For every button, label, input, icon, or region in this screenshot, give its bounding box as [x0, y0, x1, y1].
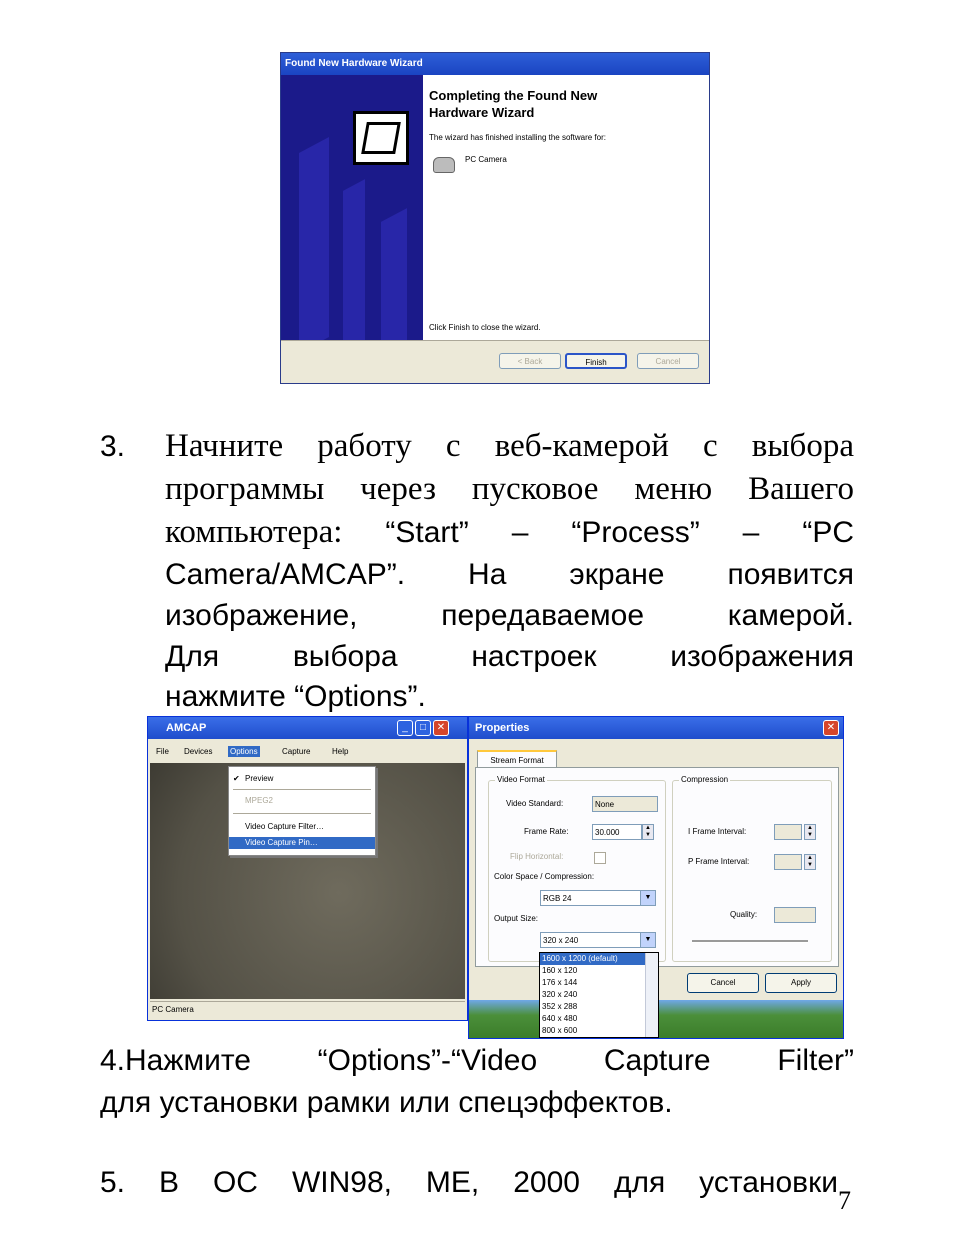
wizard-title-bar: Found New Hardware Wizard	[281, 53, 709, 75]
step-4-line-2: для установки рамки или спецэффектов.	[100, 1086, 673, 1119]
chevron-down-icon: ▼	[640, 933, 655, 947]
properties-title-bar: Properties	[469, 717, 843, 739]
video-format-label: Video Format	[497, 775, 545, 784]
step-3-line-2: программы через пусковое меню Вашего	[165, 471, 854, 507]
color-space-label: Color Space / Compression:	[494, 872, 595, 881]
options-menu	[228, 766, 376, 856]
flip-horizontal-label: Flip Horizontal:	[510, 852, 564, 861]
frame-rate-label: Frame Rate:	[524, 827, 569, 836]
size-option[interactable]: 352 x 288	[542, 1002, 578, 1011]
device-name: PC Camera	[465, 155, 507, 164]
step-3-line-5: изображение, передаваемое камерой.	[165, 599, 854, 632]
quality-field[interactable]	[774, 907, 816, 923]
size-option[interactable]: 160 x 120	[542, 966, 578, 975]
cancel-button[interactable]: Cancel	[687, 973, 759, 993]
wizard-subtitle: The wizard has finished installing the software for:	[429, 133, 606, 142]
step-3-line-1: Начните работу с веб-камерой с выбора	[165, 428, 854, 464]
apply-button[interactable]: Apply	[765, 973, 837, 993]
back-button[interactable]: < Back	[499, 353, 561, 369]
step-4-line-1: 4.Нажмите “Options”-“Video Capture Filter”	[100, 1044, 854, 1077]
close-icon[interactable]: ✕	[823, 720, 839, 736]
flip-horizontal-checkbox[interactable]	[594, 852, 606, 864]
menu-options[interactable]: Options	[230, 747, 258, 756]
i-frame-spinner[interactable]: ▲ ▼	[804, 824, 816, 840]
step-5-line-1: 5. В ОС WIN98, ME, 2000 для установки	[100, 1166, 838, 1199]
menu-item-video-capture-filter[interactable]: Video Capture Filter…	[245, 822, 324, 831]
video-standard-field[interactable]: None	[592, 796, 658, 812]
p-frame-interval-field[interactable]	[774, 854, 802, 870]
size-option[interactable]: 1600 x 1200 (default)	[540, 953, 658, 965]
output-size-dropdown-list[interactable]	[539, 952, 659, 1038]
finish-button[interactable]: Finish	[565, 353, 627, 369]
output-size-label: Output Size:	[494, 914, 539, 923]
color-space-select[interactable]: RGB 24 ▼	[540, 890, 656, 906]
amcap-title-bar: AMCAP	[148, 717, 467, 739]
menu-item-preview[interactable]: ✔ Preview	[233, 774, 274, 783]
compression-group	[672, 775, 832, 962]
step-3-line-7: нажмите “Options”.	[165, 680, 426, 713]
frame-rate-field[interactable]: 30.000	[592, 824, 642, 840]
checkmark-icon: ✔	[233, 774, 240, 783]
properties-dialog	[468, 716, 844, 1039]
menu-help[interactable]: Help	[332, 747, 349, 756]
amcap-window	[147, 716, 468, 1021]
step-3-line-6: Для выбора настроек изображения	[165, 640, 854, 673]
hardware-icon	[353, 111, 409, 165]
tab-stream-format[interactable]: Stream Format	[477, 750, 557, 768]
output-size-select[interactable]: 320 x 240 ▼	[540, 932, 656, 948]
stream-format-panel	[475, 767, 839, 967]
minimize-icon[interactable]: _	[397, 720, 413, 736]
size-option[interactable]: 320 x 240	[542, 990, 578, 999]
step-3-line-4: Camera/AMCAP”. На экране появится	[165, 558, 854, 591]
size-option[interactable]: 800 x 600	[542, 1026, 578, 1035]
cancel-button[interactable]: Cancel	[637, 353, 699, 369]
quality-slider[interactable]	[692, 940, 808, 943]
page-number: 7	[838, 1186, 851, 1215]
compression-label: Compression	[681, 775, 729, 784]
wizard-instruction: Click Finish to close the wizard.	[429, 323, 541, 332]
step-3-number: 3.	[100, 430, 126, 463]
wizard-side-graphic	[281, 75, 423, 343]
p-frame-interval-label: P Frame Interval:	[688, 857, 750, 866]
close-icon[interactable]: ✕	[433, 720, 449, 736]
menu-item-video-capture-pin[interactable]: Video Capture Pin…	[229, 837, 375, 849]
chevron-down-icon: ▼	[640, 891, 655, 905]
size-option[interactable]: 176 x 144	[542, 978, 578, 987]
maximize-icon[interactable]: □	[415, 720, 431, 736]
amcap-menubar	[150, 745, 465, 761]
p-frame-spinner[interactable]: ▲ ▼	[804, 854, 816, 870]
step-3-line-3: компьютера: “Start” – “Process” – “PC	[165, 514, 854, 550]
quality-label: Quality:	[730, 910, 758, 919]
size-option[interactable]: 640 x 480	[542, 1014, 578, 1023]
dropdown-scrollbar[interactable]	[645, 953, 658, 1037]
i-frame-interval-label: I Frame Interval:	[688, 827, 747, 836]
video-standard-label: Video Standard:	[506, 799, 564, 808]
wizard-heading: Completing the Found New Hardware Wizard	[429, 88, 598, 120]
hardware-wizard-screenshot	[280, 52, 710, 384]
menu-capture[interactable]: Capture	[282, 747, 311, 756]
wizard-footer	[281, 340, 709, 383]
frame-rate-spinner[interactable]: ▲ ▼	[642, 824, 654, 840]
menu-file[interactable]: File	[156, 747, 169, 756]
camera-icon	[433, 157, 455, 173]
menu-item-mpeg2[interactable]: MPEG2	[245, 796, 274, 805]
amcap-status-bar: PC Camera	[150, 1001, 465, 1018]
menu-devices[interactable]: Devices	[184, 747, 213, 756]
i-frame-interval-field[interactable]	[774, 824, 802, 840]
